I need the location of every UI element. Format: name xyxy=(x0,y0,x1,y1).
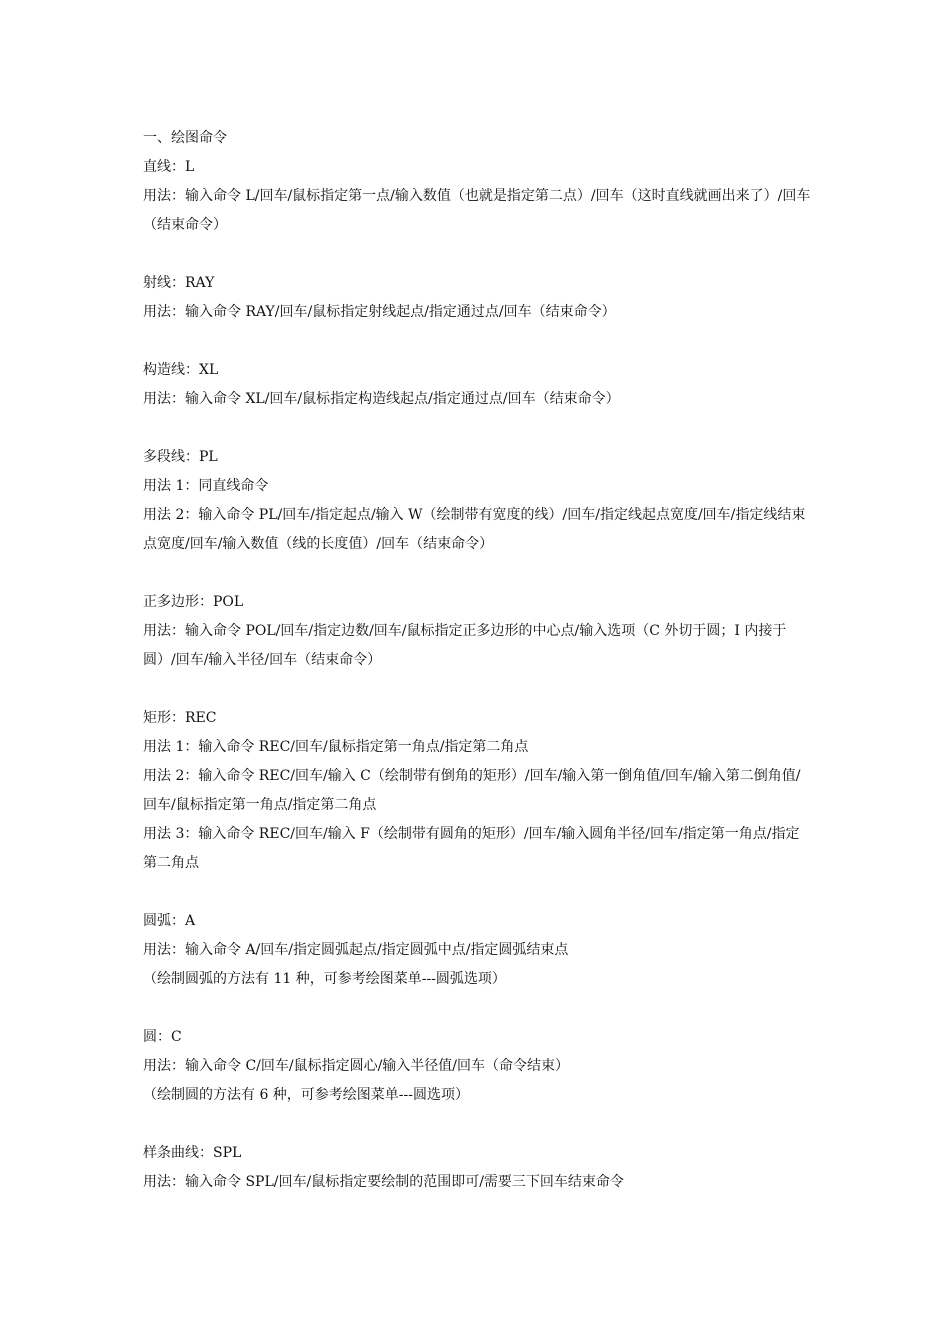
usage-text: 用法 3：输入命令 REC/回车/输入 F（绘制带有圆角的矩形）/回车/输入圆角半径/回车/指定第一角点/指定第二角点 xyxy=(143,826,800,871)
section-spline xyxy=(143,1139,813,1197)
section-rectangle xyxy=(143,704,813,878)
document-page xyxy=(143,124,813,1197)
section-circle xyxy=(143,1023,813,1110)
command-title: 正多边形：POL xyxy=(143,594,244,610)
section-construction-line xyxy=(143,356,813,414)
command-title: 构造线：XL xyxy=(143,362,219,378)
note-text: （绘制圆弧的方法有 11 种，可参考绘图菜单---圆弧选项） xyxy=(143,971,506,987)
section-polyline xyxy=(143,443,813,559)
usage-text: 用法：输入命令 POL/回车/指定边数/回车/鼠标指定正多边形的中心点/输入选项（C 外切于圆；I 内接于圆）/回车/输入半径/回车（结束命令） xyxy=(143,623,787,668)
section-line xyxy=(143,153,813,240)
command-title: 直线：L xyxy=(143,159,195,175)
section-heading: 一、绘图命令 xyxy=(143,130,227,146)
section-polygon xyxy=(143,588,813,675)
usage-text: 用法 2：输入命令 REC/回车/输入 C（绘制带有倒角的矩形）/回车/输入第一倒角值/回车/输入第二倒角值/回车/鼠标指定第一角点/指定第二角点 xyxy=(143,768,801,813)
usage-text: 用法：输入命令 XL/回车/鼠标指定构造线起点/指定通过点/回车（结束命令） xyxy=(143,391,620,407)
command-title: 多段线：PL xyxy=(143,449,218,465)
command-title: 样条曲线：SPL xyxy=(143,1145,242,1161)
usage-text: 用法：输入命令 C/回车/鼠标指定圆心/输入半径值/回车（命令结束） xyxy=(143,1058,570,1074)
usage-text: 用法：输入命令 A/回车/指定圆弧起点/指定圆弧中点/指定圆弧结束点 xyxy=(143,942,569,958)
command-title: 矩形：REC xyxy=(143,710,217,726)
usage-text: 用法 1：输入命令 REC/回车/鼠标指定第一角点/指定第二角点 xyxy=(143,739,529,755)
note-text: （绘制圆的方法有 6 种，可参考绘图菜单---圆选项） xyxy=(143,1087,469,1103)
section-arc xyxy=(143,907,813,994)
command-title: 圆：C xyxy=(143,1029,182,1045)
usage-text: 用法 2：输入命令 PL/回车/指定起点/输入 W（绘制带有宽度的线）/回车/指定线起点宽度/回车/指定线结束点宽度/回车/输入数值（线的长度值）/回车（结束命令） xyxy=(143,507,806,552)
usage-text: 用法：输入命令 SPL/回车/鼠标指定要绘制的范围即可/需要三下回车结束命令 xyxy=(143,1174,624,1190)
usage-text: 用法：输入命令 RAY/回车/鼠标指定射线起点/指定通过点/回车（结束命令） xyxy=(143,304,616,320)
usage-text: 用法：输入命令 L/回车/鼠标指定第一点/输入数值（也就是指定第二点）/回车（这时直线就画出来了）/回车（结束命令） xyxy=(143,188,811,233)
usage-text: 用法 1：同直线命令 xyxy=(143,478,269,494)
command-title: 圆弧：A xyxy=(143,913,196,929)
section-ray xyxy=(143,269,813,327)
command-title: 射线：RAY xyxy=(143,275,215,291)
